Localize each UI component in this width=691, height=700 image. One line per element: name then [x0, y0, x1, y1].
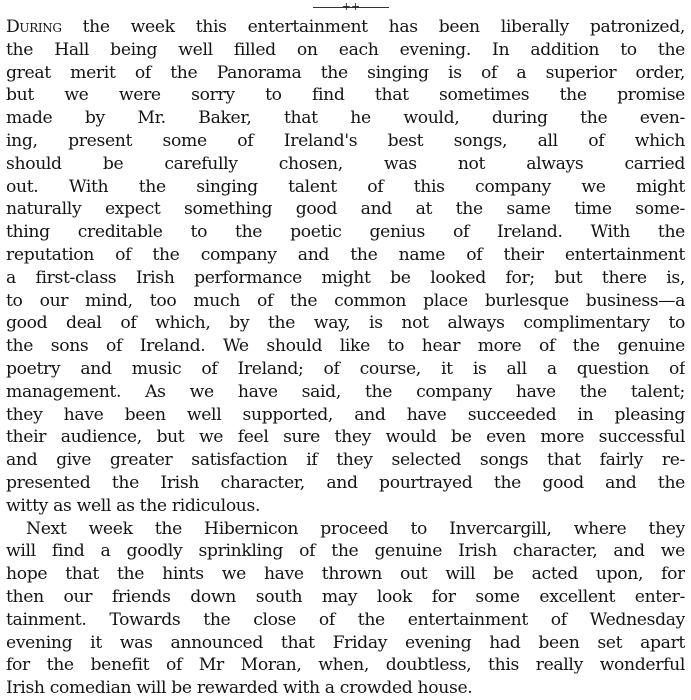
text-line: management. As we have said, the company have the talent; [6, 381, 685, 402]
text-line: then our friends down south may look for some excellent enter- [6, 586, 685, 607]
text-line: for the benefit of Mr Moran, when, doubtless, this really wonderful [6, 655, 685, 676]
text-line: the sons of Ireland. We should like to hear more of the genuine [6, 336, 685, 357]
text-line: reputation of the company and the name of their entertainment [6, 244, 685, 265]
text-line: should be carefully chosen, was not always carried [6, 153, 685, 174]
text-line: out. With the singing talent of this company we might [6, 176, 685, 197]
text-line: a first-class Irish performance might be looked for; but there is, [6, 267, 685, 288]
text-line: made by Mr. Baker, that he would, during the even- [6, 108, 685, 129]
text-line: tainment. Towards the close of the entertainment of Wednesday [6, 609, 685, 630]
opening-word: During [6, 17, 62, 37]
text-line: ing, present some of Ireland's best songs, all of which [6, 130, 685, 151]
text-line: to our mind, too much of the common place burlesque business—a [6, 290, 685, 311]
paragraph-1 [6, 16, 685, 518]
text-line: naturally expect something good and at the same time some- [6, 199, 685, 220]
text-line: witty as well as the ridiculous. [6, 495, 261, 516]
text-line: and give greater satisfaction if they selected songs that fairly re- [6, 450, 685, 471]
text-line: great merit of the Panorama the singing is of a superior order, [6, 62, 685, 83]
text-line: their audience, but we feel sure they would be even more successful [6, 427, 685, 448]
text-line: evening it was announced that Friday evening had been set apart [6, 632, 685, 653]
divider-ornament: ++ [341, 0, 361, 13]
text-line: Next week the Hibernicon proceed to Invercargill, where they [26, 518, 685, 539]
paragraph-2 [6, 518, 685, 700]
text-line: poetry and music of Ireland; of course, it is all a question of [6, 358, 685, 379]
article-body [6, 16, 685, 700]
text-line: the Hall being well filled on each evening. In addition to the [6, 39, 685, 60]
text-line: they have been well supported, and have succeeded in pleasing [6, 404, 685, 425]
text-line: During the week this entertainment has been liberally patronized, [6, 17, 685, 37]
text-line: good deal of which, by the way, is not always complimentary to [6, 313, 685, 334]
text-line: thing creditable to the poetic genius of Ireland. With the [6, 222, 685, 243]
text-line: will find a goodly sprinkling of the genuine Irish character, and we [6, 541, 685, 562]
text-line: hope that the hints we have thrown out will be acted upon, for [6, 564, 685, 585]
section-divider [6, 0, 685, 16]
text-line: Irish comedian will be rewarded with a crowded house. [6, 678, 473, 699]
text-line: but we were sorry to find that sometimes the promise [6, 85, 685, 106]
text-line: presented the Irish character, and pourtrayed the good and the [6, 472, 685, 493]
